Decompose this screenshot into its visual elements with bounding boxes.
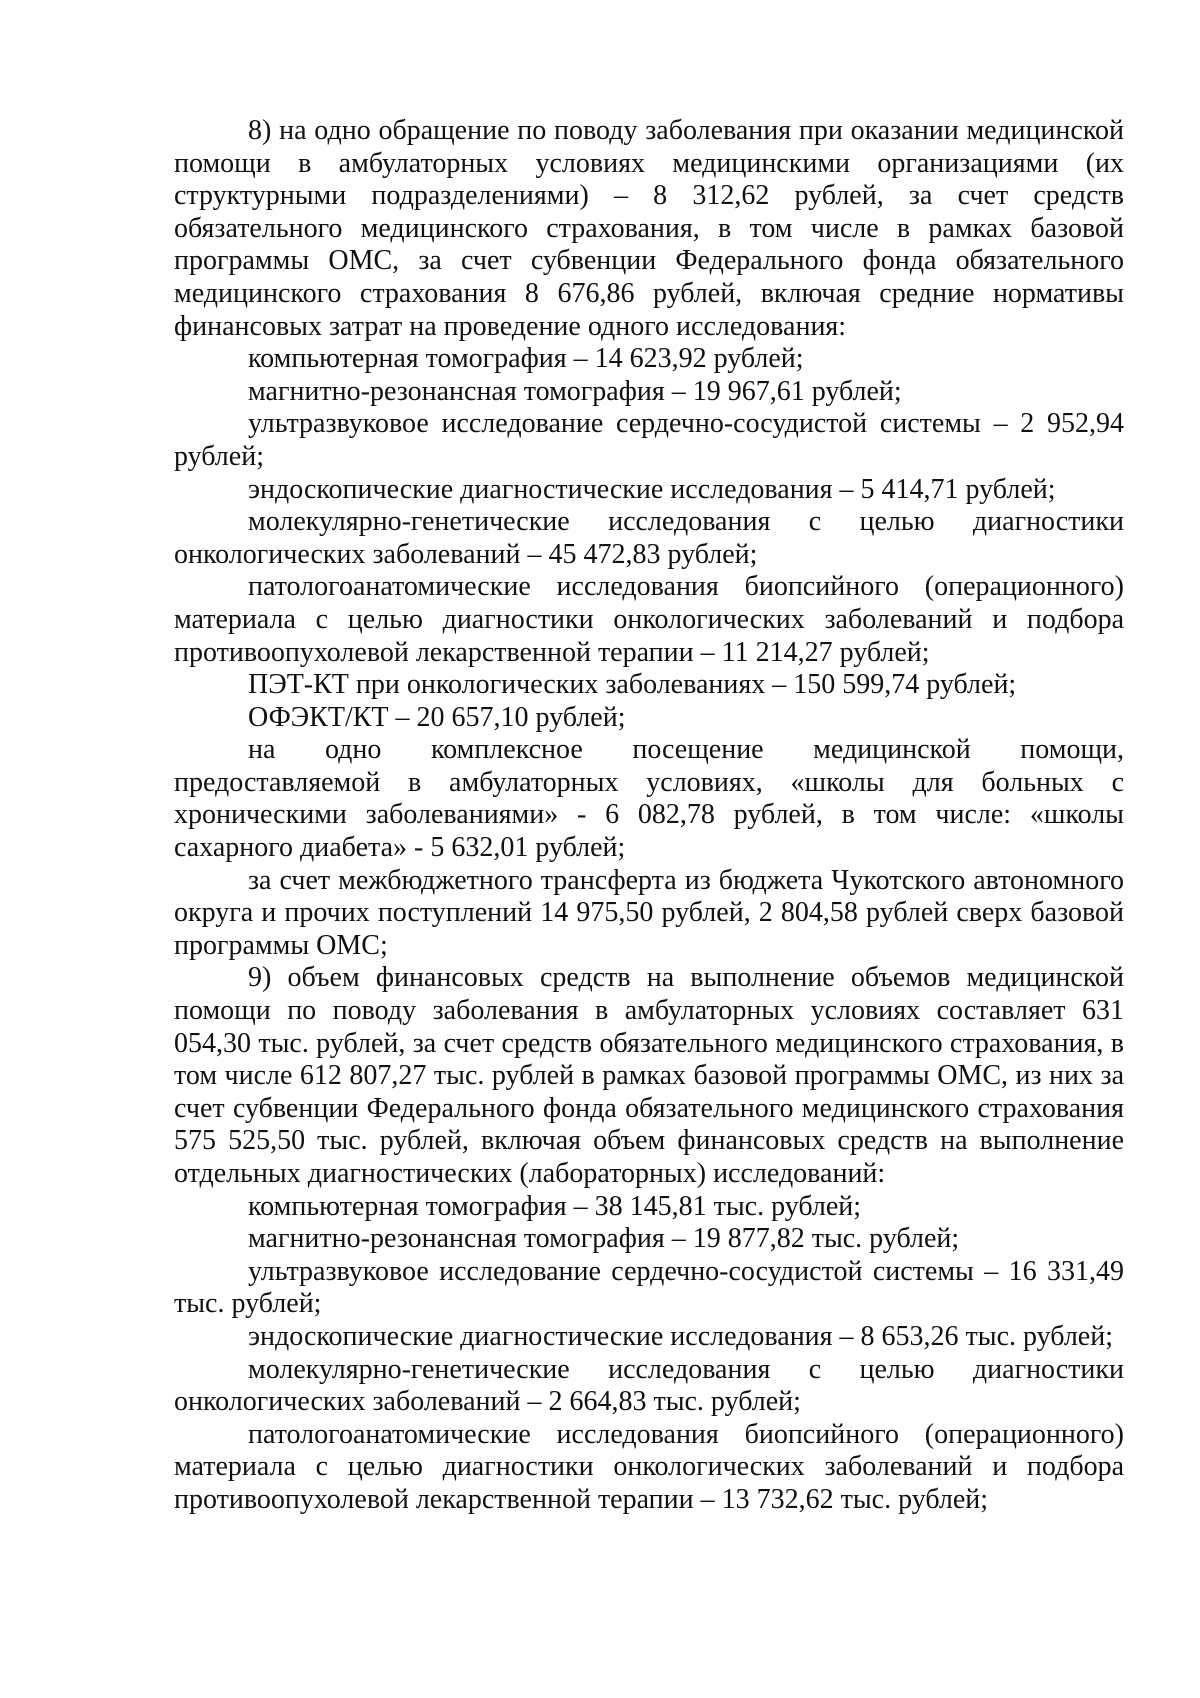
paragraph-item-9: 9) объем финансовых средств на выполнение объемов медицинской помощи по поводу заболевания в амбулаторных условиях составляет 631 054,30 тыс. рублей, за счет средств обязательного медицинского страхования, в том числе 612 807,27 тыс. рублей в рамках базовой программы ОМС, из них за счет субвенции Федерального фонда обязательного медицинского страхования 575 525,50 тыс. рублей, включая объем финансовых средств на выполнение отдельных диагностических (лабораторных) исследований:: [174, 962, 1124, 1189]
paragraph-pet-ct-cost: ПЭТ-КТ при онкологических заболеваниях – 150 599,74 рублей;: [248, 669, 1017, 701]
paragraph-pathology-volume: патологоанатомические исследования биопсийного (операционного) материала с целью диагностики онкологических заболеваний и подбора противоопухолевой лекарственной терапии – 13 732,62 тыс. рублей;: [174, 1418, 1124, 1515]
paragraph-mri-cost: магнитно-резонансная томография – 19 967,61 рублей;: [248, 375, 902, 407]
paragraph-ultrasound-volume: ультразвуковое исследование сердечно-сосудистой системы – 16 331,49 тыс. рублей;: [174, 1255, 1124, 1320]
paragraph-ct-volume: компьютерная томография – 38 145,81 тыс. рублей;: [248, 1190, 862, 1222]
paragraph-pathology-cost: патологоанатомические исследования биопсийного (операционного) материала с целью диагностики онкологических заболеваний и подбора противоопухолевой лекарственной терапии – 11 214,27 рублей;: [174, 571, 1124, 668]
paragraph-mri-volume: магнитно-резонансная томография – 19 877,82 тыс. рублей;: [248, 1223, 960, 1255]
paragraph-interbudget-transfer: за счет межбюджетного трансферта из бюджета Чукотского автономного округа и прочих поступлений 14 975,50 рублей, 2 804,58 рублей сверх базовой программы ОМС;: [174, 864, 1124, 961]
paragraph-endoscopy-cost: эндоскопические диагностические исследования – 5 414,71 рублей;: [248, 473, 1056, 505]
paragraph-ultrasound-cost: ультразвуковое исследование сердечно-сосудистой системы – 2 952,94 рублей;: [174, 408, 1124, 472]
document-page: [174, 115, 1124, 1517]
paragraph-item-8: 8) на одно обращение по поводу заболевания при оказании медицинской помощи в амбулаторных условиях медицинскими организациями (их структурными подразделениями) – 8 312,62 рублей, за счет средств обязательного медицинского страхования, в том числе в рамках базовой программы ОМС, за счет субвенции Федерального фонда обязательного медицинского страхования 8 676,86 рублей, включая средние нормативы финансовых затрат на проведение одного исследования:: [174, 115, 1124, 342]
paragraph-complex-visit-cost: на одно комплексное посещение медицинской помощи, предоставляемой в амбулаторных условиях, «школы для больных с хроническими заболеваниями» - 6 082,78 рублей, в том числе: «школы сахарного диабета» - 5 632,01 рублей;: [174, 734, 1124, 864]
paragraph-molecular-genetic-cost: молекулярно-генетические исследования с целью диагностики онкологических заболеваний – 45 472,83 рублей;: [174, 506, 1124, 570]
paragraph-spect-ct-cost: ОФЭКТ/КТ – 20 657,10 рублей;: [248, 701, 626, 733]
paragraph-molecular-genetic-volume: молекулярно-генетические исследования с целью диагностики онкологических заболеваний – 2 664,83 тыс. рублей;: [174, 1353, 1124, 1418]
paragraph-endoscopy-volume: эндоскопические диагностические исследования – 8 653,26 тыс. рублей;: [248, 1320, 1113, 1352]
paragraph-ct-cost: компьютерная томография – 14 623,92 рублей;: [248, 343, 804, 375]
